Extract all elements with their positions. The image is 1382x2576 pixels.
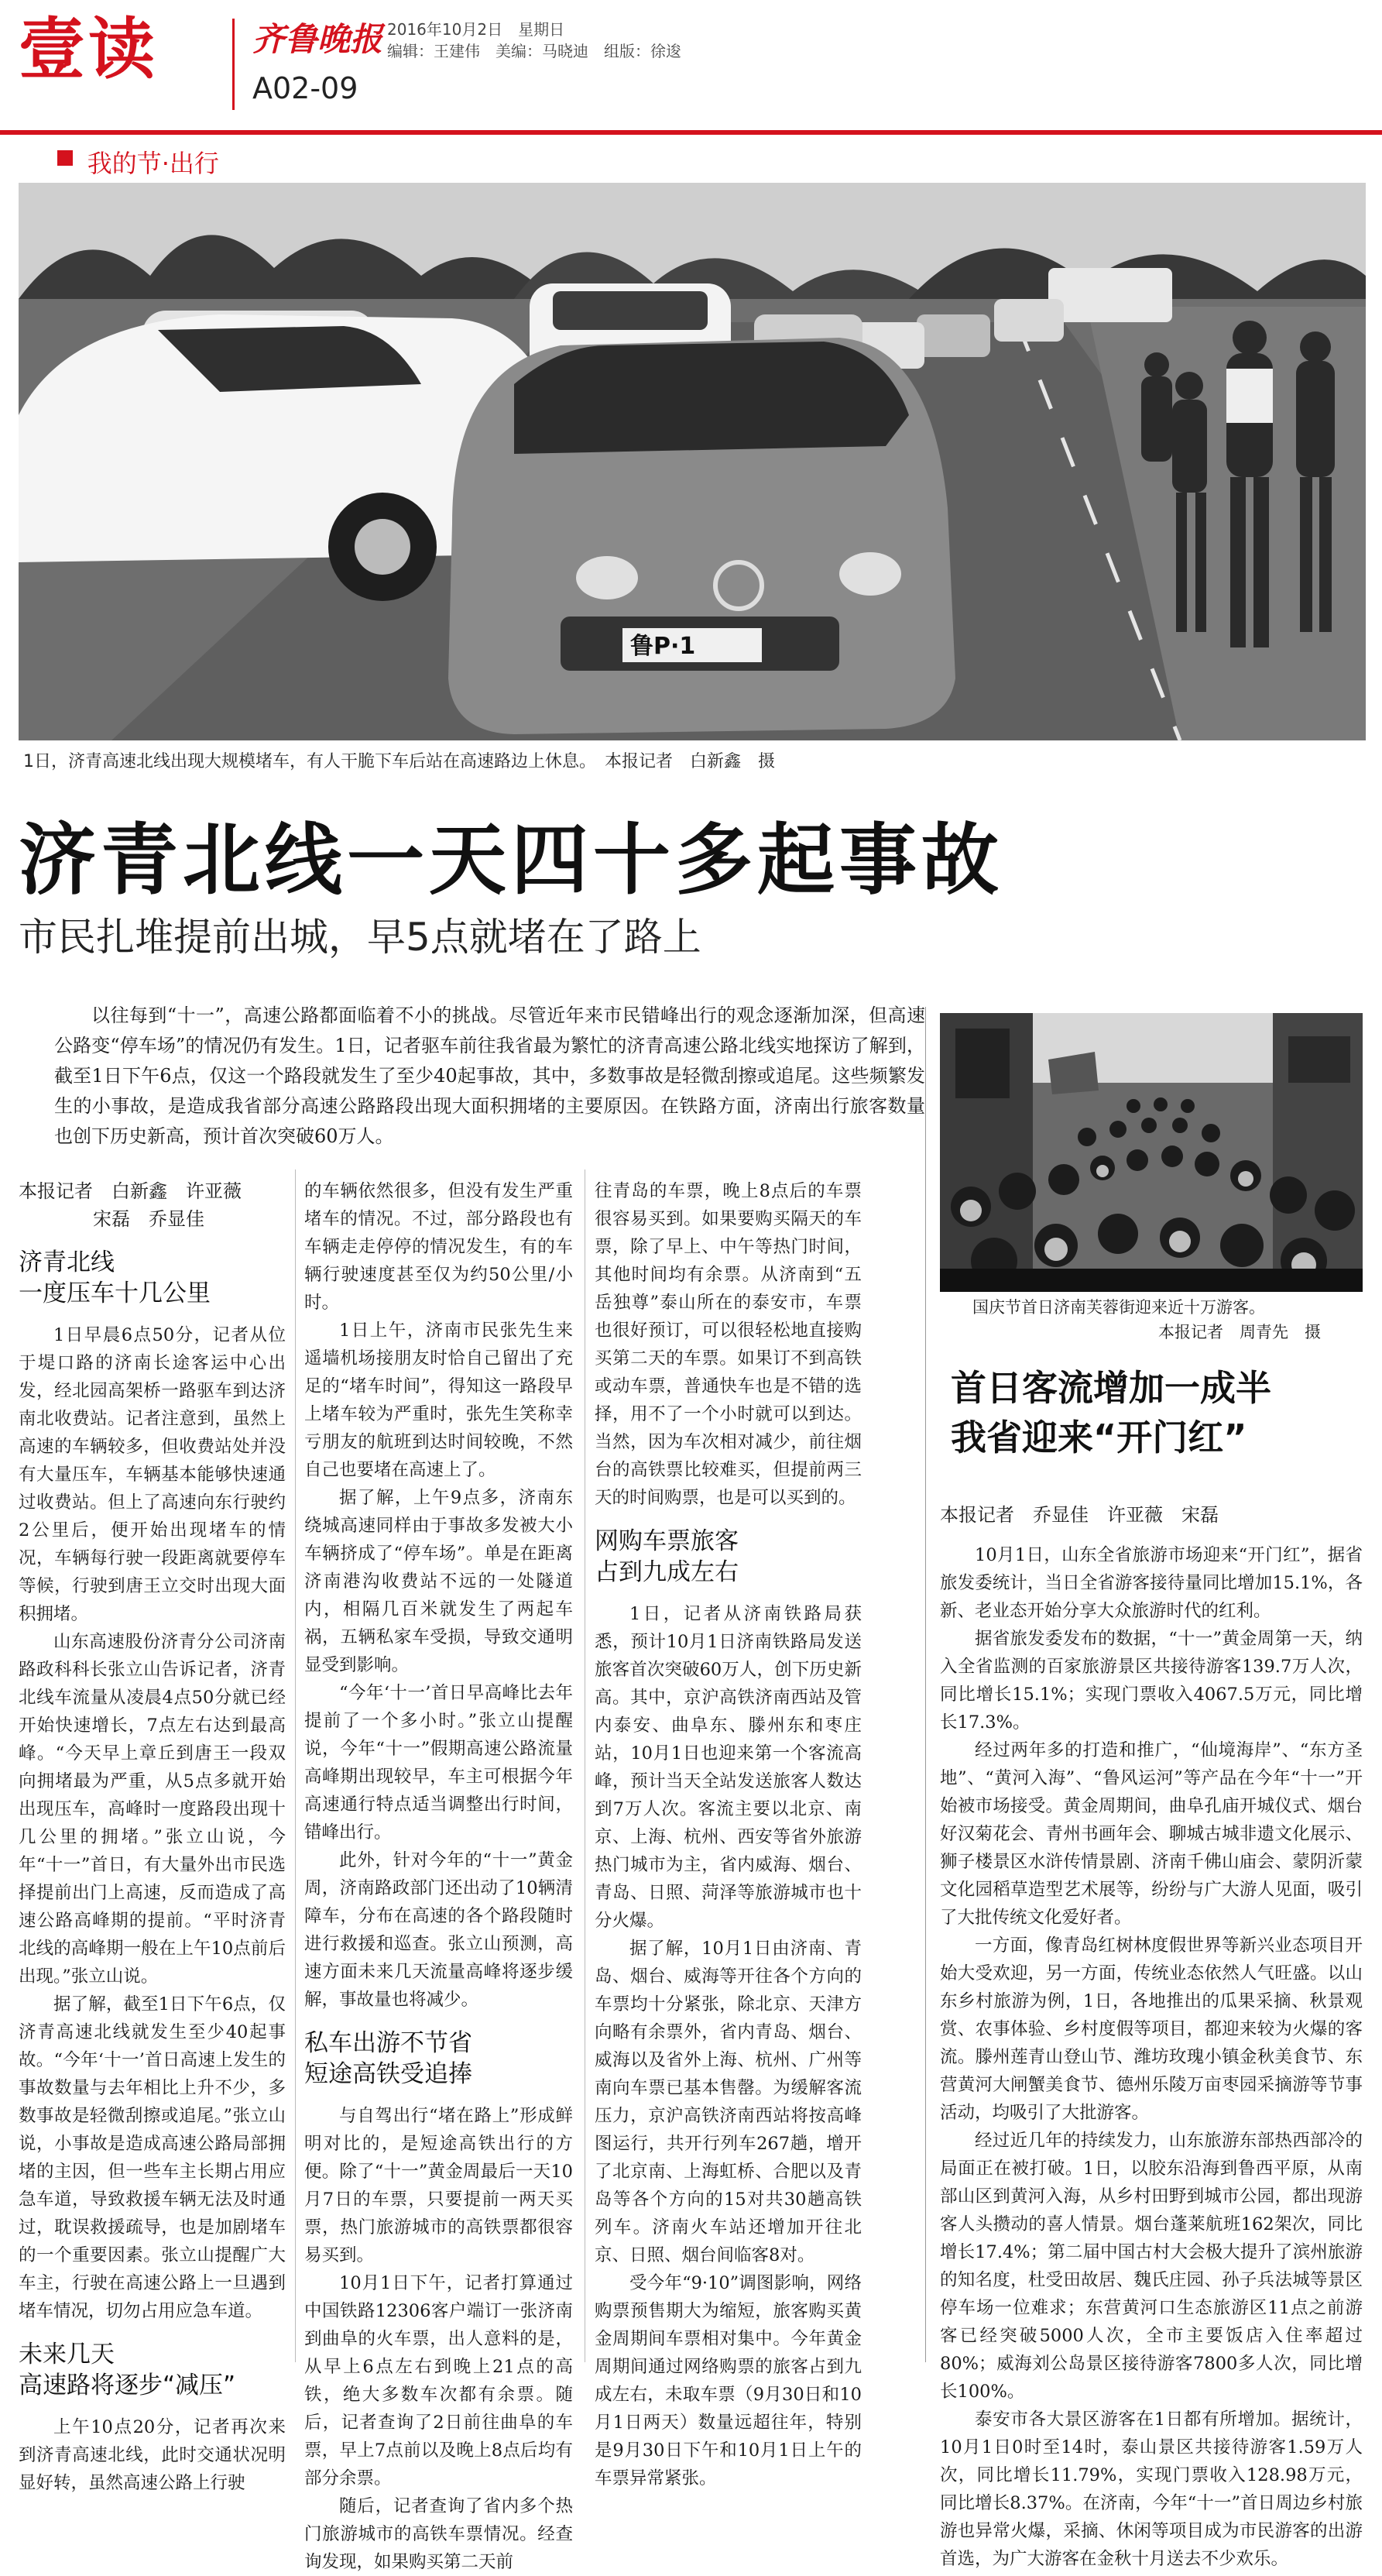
issue-date: 2016年10月2日 星期日 <box>387 20 565 39</box>
paragraph: 随后，记者查询了省内多个热门旅游城市的高铁车票情况。经查询发现，如果购买第二天前 <box>304 2496 573 2572</box>
lead-paragraph: 以往每到“十一”，高速公路都面临着不小的挑战。尽管近年来市民错峰出行的观念逐渐加深，但高速公路变“停车场”的情况仍有发生。1日，记者驱车前往我省最为繁忙的济青高速公路北线实地探访了解到，截至1日下午6点，仅这一个路段就发生了至少40起事故，其中，多数事故是轻微刮擦或追尾。这些频繁发生的小事故，是造成我省部分高速公路路段出现大面积拥堵的主要原因。在铁路方面，济南出行旅客数量也创下历史新高，预计首次突破60万人。 <box>54 1005 925 1147</box>
photo-caption: 1日，济青高速北线出现大规模堵车，有人干脆下车后站在高速路边上休息。 本报记者 白新鑫 摄 <box>23 752 776 771</box>
paragraph: 1日，记者从济南铁路局获悉，预计10月1日济南铁路局发送旅客首次突破60万人，创下历史新高。其中，京沪高铁济南西站及管内泰安、曲阜东、滕州东和枣庄站，10月1日也迎来第一个客流高峰，预计当天全站发送旅客人数达到7万人次。客流主要以北京、南京、上海、杭州、西安等省外旅游热门城市为主，省内威海、烟台、青岛、日照、菏泽等旅游城市也十分火爆。 <box>595 1604 862 1931</box>
traffic-jam-illustration <box>19 183 1366 740</box>
traffic-jam-photo <box>19 183 1366 740</box>
photo-caption <box>972 1295 1352 1345</box>
paragraph: 经过近几年的持续发力，山东旅游东部热西部冷的局面正在被打破。1日，以胶东沿海到鲁西平原，从南部山区到黄河入海，从乡村田野到城市公园，都出现游客人头攒动的喜人情景。烟台蓬莱航班162架次，同比增长17.4%；第二届中国古村大会极大提升了滨州旅游的知名度，杜受田故居、魏氏庄园、孙子兵法城等景区停车场一位难求；东营黄河口生态旅游区11点之前游客已经突破5000人次，全市主要饭店入住率超过80%；威海刘公岛景区接待游客7800多人次，同比增长100%。 <box>940 2131 1363 2402</box>
paragraph: 泰安市各大景区游客在1日都有所增加。据统计，10月1日0时至14时，泰山景区共接待游客1.59万人次，同比增长11.79%，实现门票收入128.98万元，同比增长8.37%。在济南，今年“十一”首日周边乡村旅游也异常火爆，采摘、休闲等项目成为市民游客的出游首选，为广大游客在金秋十月送去不少欢乐。 <box>940 2409 1363 2569</box>
paragraph: 据了解，截至1日下午6点，仅济青高速北线就发生至少40起事故。“今年‘十一’首日高速上发生的事故数量与去年相比上升不少，多数事故是轻微刮擦或追尾。”张立山说，小事故是造成高速公路局部拥堵的主因，但一些车主长期占用应急车道，导致救援车辆无法及时通过，耽误救援疏导，也是加剧堵车的一个重要因素。张立山提醒广大车主，行驶在高速公路上一旦遇到堵车情况，切勿占用应急车道。 <box>19 1994 286 2321</box>
license-plate: 鲁P·1 <box>630 633 696 660</box>
paragraph: 往青岛的车票，晚上8点后的车票很容易买到。如果要购买隔天的车票，除了早上、中午等热门时间，其他时间均有余票。从济南到“五岳独尊”泰山所在的泰安市，车票也很好预订，可以很轻松地直接购买第二天的车票。如果订不到高铁或动车票，普通快车也是不错的选择，用不了一个小时就可以到达。当然，因为车次相对减少，前往烟台的高铁票比较难买，但提前两三天的时间购票，也是可以买到的。 <box>595 1181 862 1508</box>
column-divider <box>925 1007 926 2362</box>
sub-headline: 市民扎堆提前出城，早5点就堵在了路上 <box>19 915 701 960</box>
main-headline: 济青北线一天四十多起事故 <box>19 815 1003 905</box>
masthead: 壹读 <box>19 11 158 88</box>
article-column-3 <box>595 1177 862 2488</box>
paragraph: 据了解，10月1日由济南、青岛、烟台、威海等开往各个方向的车票均十分紧张，除北京、天津方向略有余票外，省内青岛、烟台、威海以及省外上海、杭州、广州等南向车票已基本售罄。为缓解客流压力，京沪高铁济南西站将按高峰图运行，共开行列车267趟，增开了北京南、上海虹桥、合肥以及青岛等各个方向的15对共30趟高铁列车。济南火车站还增加开往北京、日照、烟台间临客8对。 <box>595 1939 862 2265</box>
section-label <box>56 144 219 180</box>
paragraph: 一方面，像青岛红树林度假世界等新兴业态项目开始大受欢迎，另一方面，传统业态依然人气旺盛。以山东乡村旅游为例，1日，各地推出的瓜果采摘、秋景观赏、农事体验、乡村度假等项目，都迎来较为火爆的客流。滕州莲青山登山节、潍坊玫瑰小镇金秋美食节、东营黄河大闸蟹美食节、德州乐陵万亩枣园采摘游等节事活动，均吸引了大批游客。 <box>940 1935 1363 2123</box>
section-label-text: 我的节·出行 <box>87 149 219 178</box>
crowd-photo <box>940 1013 1363 1292</box>
paragraph: 此外，针对今年的“十一”黄金周，济南路政部门还出动了10辆清障车，分布在高速的各个路段随时进行救援和巡查。张立山预测，高速方面未来几天流量高峰将逐步缓解，事故量也将减少。 <box>304 1850 573 2010</box>
subheading: 私车出游不节省 短途高铁受追捧 <box>304 2029 472 2088</box>
byline-line-2: 宋磊 乔显佳 <box>93 1208 204 1230</box>
page-number: A02-09 <box>252 71 358 105</box>
article-byline <box>19 1177 286 1233</box>
editor-credits: 编辑：王建伟 美编：马晓迪 组版：徐逡 <box>387 42 681 60</box>
article-column-1 <box>19 1177 286 2493</box>
paragraph: “今年‘十一’首日早高峰比去年提前了一个多小时。”张立山提醒说，今年“十一”假期高速公路流量高峰期出现较早，车主可根据今年高速通行特点适当调整出行时间，错峰出行。 <box>304 1683 573 1843</box>
article-column-2 <box>304 1177 573 2572</box>
side-headline-line-1: 首日客流增加一成半 <box>951 1367 1271 1409</box>
header-rule <box>0 130 1382 135</box>
paragraph: 上午10点20分，记者再次来到济青高速北线，此时交通状况明显好转，虽然高速公路上行驶 <box>19 2417 286 2493</box>
crowd-illustration <box>940 1013 1363 1292</box>
paragraph: 10月1日下午，记者打算通过中国铁路12306客户端订一张济南到曲阜的火车票，出人意料的是，从早上6点左右到晚上21点的高铁，绝大多数车次都有余票。随后，记者查询了2日前往曲阜的车票，早上7点前以及晚上8点后均有部分余票。 <box>304 2273 573 2488</box>
paragraph: 与自驾出行“堵在路上”形成鲜明对比的，是短途高铁出行的方便。除了“十一”黄金周最后一天10月7日的车票，只要提前一两天买票，热门旅游城市的高铁票都很容易买到。 <box>304 2106 573 2265</box>
column-divider <box>295 1170 296 2362</box>
paragraph: 1日早晨6点50分，记者从位于堤口路的济南长途客运中心出发，经北园高架桥一路驱车到达济南北收费站。记者注意到，虽然上高速的车辆较多，但收费站处并没有大量压车，车辆基本能够快速通过收费站。但上了高速向东行驶约2公里后，便开始出现堵车的情况，车辆每行驶一段距离就要停车等候，行驶到唐王立交时出现大面积拥堵。 <box>19 1325 286 1624</box>
side-article-body <box>940 1541 1363 2569</box>
paragraph: 山东高速股份济青分公司济南路政科科长张立山告诉记者，济青北线车流量从凌晨4点50分就已经开始快速增长，7点左右达到最高峰。“今天早上章丘到唐王一段双向拥堵最为严重，从5点多就开始出现压车，高峰时一度路段出现十几公里的拥堵。”张立山说，今年“十一”首日，有大量外出市民选择提前出门上高速，反而造成了高速公路高峰期的提前。“平时济青北线的高峰期一般在上午10点前后出现。”张立山说。 <box>19 1632 286 1987</box>
paragraph: 1日上午，济南市民张先生来遥墙机场接朋友时恰自己留出了充足的“堵车时间”，得知这一路段早上堵车较为严重时，张先生笑称幸亏朋友的航班到达时间较晚，不然自己也要堵在高速上了。 <box>304 1321 573 1480</box>
subheading: 济青北线 一度压车十几公里 <box>19 1249 211 1307</box>
paragraph: 据省旅发委发布的数据，“十一”黄金周第一天，纳入全省监测的百家旅游景区共接待游客139.7万人次，同比增长15.1%；实现门票收入4067.5万元，同比增长17.3%。 <box>940 1629 1363 1733</box>
paragraph: 据了解，上午9点多，济南东绕城高速同样由于事故多发被大小车辆挤成了“停车场”。单是在距离济南港沟收费站不远的一处隧道内，相隔几百米就发生了两起车祸，五辆私家车受损，导致交通明显受到影响。 <box>304 1488 573 1675</box>
caption-credit: 本报记者 周青先 摄 <box>1158 1323 1321 1341</box>
paper-logo: 齐鲁晚报 <box>252 20 383 58</box>
paragraph: 受今年“9·10”调图影响，网络购票预售期大为缩短，旅客购买黄金周期间车票相对集中。今年黄金周期间通过网络购票的旅客占到九成左右，未取车票（9月30日和10月1日两天）数量远超往年，特别是9月30日下午和10月1日上午的车票异常紧张。 <box>595 2273 862 2488</box>
side-headline <box>940 1363 1358 1462</box>
paragraph: 的车辆依然很多，但没有发生严重堵车的情况。不过，部分路段也有车辆走走停停的情况发生，有的车辆行驶速度甚至仅为约50公里/小时。 <box>304 1181 573 1313</box>
side-byline: 本报记者 乔显佳 许亚薇 宋磊 <box>940 1504 1219 1526</box>
header-divider <box>232 19 235 110</box>
paragraph: 经过两年多的打造和推广，“仙境海岸”、“东方圣地”、“黄河入海”、“鲁风运河”等产品在今年“十一”开始被市场接受。黄金周期间，曲阜孔庙开城仪式、烟台好汉菊花会、青州书画年会、聊城古城非遗文化展示、狮子楼景区水浒传情景剧、济南千佛山庙会、蒙阴沂蒙文化园稻草造型艺术展等，纷纷与广大游人见面，吸引了大批传统文化爱好者。 <box>940 1740 1363 1928</box>
subheading: 网购车票旅客 占到九成左右 <box>595 1527 739 1586</box>
caption-line-1: 国庆节首日济南芙蓉街迎来近十万游客。 <box>972 1298 1265 1317</box>
paragraph: 10月1日，山东全省旅游市场迎来“开门红”，据省旅发委统计，当日全省游客接待量同比增加15.1%，各新、老业态开始分享大众旅游时代的红利。 <box>940 1545 1363 1621</box>
byline-line-1: 本报记者 白新鑫 许亚薇 <box>19 1180 242 1202</box>
side-headline-line-2: 我省迎来“开门红” <box>951 1417 1247 1458</box>
subheading: 未来几天 高速路将逐步“减压” <box>19 2341 236 2399</box>
